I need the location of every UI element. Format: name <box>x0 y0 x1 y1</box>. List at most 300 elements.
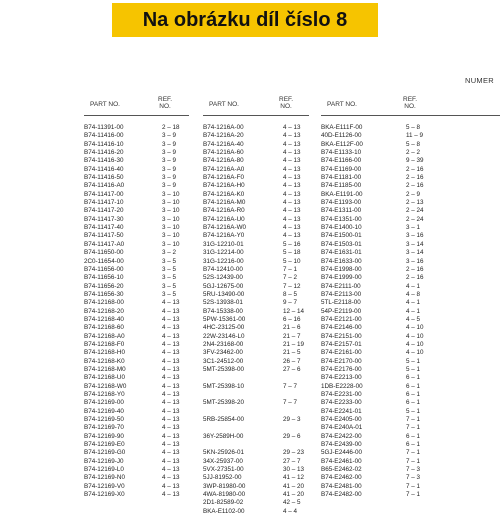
part-number: B74-11417-30 <box>84 215 124 223</box>
part-number: B74-11416-30 <box>84 157 124 165</box>
ref-number: 4 – 13 <box>162 474 180 482</box>
table-row <box>84 224 189 232</box>
table-row <box>203 441 309 449</box>
ref-number: 4 – 4 <box>283 507 298 515</box>
part-number: B74-12169-J0 <box>84 457 124 465</box>
ref-number: 7 – 3 <box>406 474 421 482</box>
banner <box>0 0 500 40</box>
table-row <box>203 166 309 174</box>
ref-number: 2 – 24 <box>406 207 424 215</box>
table-row <box>321 449 500 457</box>
table-row <box>84 466 189 474</box>
part-number: BKA-E111F-00 <box>321 124 363 131</box>
part-number: BKA-E1102-00 <box>203 507 245 515</box>
part-number: B74-12168-20 <box>84 307 124 315</box>
table-row <box>203 416 309 424</box>
ref-number: 3 – 9 <box>162 149 177 157</box>
ref-number: 2 – 13 <box>406 199 424 207</box>
part-number: B74-11417-20 <box>84 207 124 215</box>
table-row <box>203 182 309 190</box>
part-no-header: PART NO. <box>90 101 120 108</box>
ref-number: 5 – 8 <box>406 124 421 131</box>
table-row <box>203 491 309 499</box>
ref-number: 4 – 1 <box>406 307 421 315</box>
ref-number: 29 – 6 <box>283 432 301 440</box>
part-number: BKA-E1191-00 <box>321 190 363 198</box>
ref-number: 7 – 7 <box>283 399 298 407</box>
ref-number: 2 – 16 <box>406 174 424 182</box>
part-number: B74-E2146-00 <box>321 324 362 332</box>
part-number: B74-E2462-00 <box>321 474 362 482</box>
table-row <box>203 399 309 407</box>
table-row <box>84 166 189 174</box>
ref-number: 6 – 1 <box>406 391 421 398</box>
ref-number: 6 – 16 <box>283 315 301 323</box>
part-number: B74-12169-X0 <box>84 491 125 499</box>
parts-list <box>203 124 309 516</box>
part-number: 5MT-25398-00 <box>203 365 244 373</box>
ref-number: 7 – 3 <box>406 466 421 474</box>
ref-number: 4 – 13 <box>283 165 301 173</box>
part-number: B74-12168-00 <box>84 299 124 307</box>
table-row <box>203 349 309 357</box>
table-row <box>203 274 309 282</box>
table-row <box>203 207 309 215</box>
part-number: 5TL-E2118-00 <box>321 299 361 307</box>
table-row <box>84 141 189 149</box>
part-number: 34X-25937-00 <box>203 457 243 465</box>
table-row <box>203 299 309 307</box>
part-number: B74-E2231-00 <box>321 391 362 398</box>
part-number: B74-E2233-00 <box>321 399 362 407</box>
ref-number: 21 – 19 <box>283 340 305 348</box>
table-row <box>321 141 500 149</box>
part-number: 5VX-27351-00 <box>203 466 244 474</box>
table-row <box>84 249 189 257</box>
table-row <box>84 416 189 424</box>
table-row <box>84 324 189 332</box>
ref-number: 4 – 8 <box>406 290 421 298</box>
part-number: 5JJ-81952-00 <box>203 474 242 482</box>
table-row <box>84 399 189 407</box>
table-row <box>203 341 309 349</box>
ref-number: 3 – 5 <box>162 282 177 290</box>
ref-number: 4 – 13 <box>162 349 180 357</box>
ref-number: 4 – 13 <box>283 232 301 240</box>
part-number: 5PW-15361-00 <box>203 315 246 323</box>
column-header <box>203 93 309 116</box>
table-row <box>203 258 309 266</box>
part-number: B74-1216A-40 <box>203 140 244 148</box>
part-number: B74-E1193-00 <box>321 199 362 207</box>
part-number: B74-11416-10 <box>84 140 124 148</box>
table-row <box>84 358 189 366</box>
table-row <box>203 366 309 374</box>
table-row <box>321 274 500 282</box>
table-row <box>203 266 309 274</box>
part-number: B74-E1503-01 <box>321 240 362 248</box>
part-number: B74-1216A-80 <box>203 157 244 165</box>
ref-number: 4 – 13 <box>162 382 180 390</box>
ref-no-header <box>279 96 293 110</box>
ref-header-line1: REF. <box>279 96 294 103</box>
table-row <box>84 341 189 349</box>
table-row <box>203 191 309 199</box>
ref-number: 2 – 16 <box>406 265 424 273</box>
ref-number: 3 – 10 <box>162 199 180 207</box>
ref-number: 2 – 24 <box>406 215 424 223</box>
ref-header-line1: REF. <box>158 96 173 103</box>
ref-number: 4 – 13 <box>162 307 180 315</box>
table-row <box>84 182 189 190</box>
table-row <box>84 433 189 441</box>
ref-number: 7 – 1 <box>406 449 421 457</box>
part-number: B74-12168-U0 <box>84 374 125 382</box>
part-number: 31G-12216-00 <box>203 257 244 265</box>
part-number: B74-E240A-01 <box>321 424 363 432</box>
table-row <box>203 449 309 457</box>
ref-number: 2 – 9 <box>406 190 421 198</box>
part-number: 54P-E2119-00 <box>321 307 362 315</box>
table-row <box>203 316 309 324</box>
column-header <box>84 93 189 116</box>
table-row <box>84 124 189 132</box>
table-row <box>321 333 500 341</box>
ref-number: 4 – 13 <box>162 441 180 449</box>
part-number: B74-11417-50 <box>84 232 124 240</box>
part-number: B74-E2121-00 <box>321 315 362 323</box>
ref-number: 4 – 13 <box>162 374 180 382</box>
part-number: B74-E2422-00 <box>321 432 362 440</box>
table-row <box>84 383 189 391</box>
ref-number: 29 – 3 <box>283 416 301 424</box>
part-number: B74-E1500-01 <box>321 232 362 240</box>
part-number: B74-E1998-00 <box>321 265 362 273</box>
parts-list <box>84 124 189 499</box>
table-row <box>203 157 309 165</box>
ref-number: 6 – 1 <box>406 382 421 390</box>
table-row <box>321 283 500 291</box>
table-row <box>321 291 500 299</box>
ref-number: 26 – 7 <box>283 357 301 365</box>
table-row <box>321 157 500 165</box>
part-number: B74-E1166-00 <box>321 157 362 165</box>
table-row <box>203 483 309 491</box>
table-row <box>84 216 189 224</box>
ref-number: 3 – 14 <box>406 249 424 257</box>
part-number: B74-11391-00 <box>84 124 124 131</box>
ref-number: 2 – 18 <box>162 124 180 131</box>
ref-number: 4 – 13 <box>162 416 180 424</box>
part-number: B65-E2462-02 <box>321 466 362 474</box>
part-number: B74-11656-20 <box>84 282 124 290</box>
part-number: B74-11417-40 <box>84 224 124 232</box>
part-number: 4HC-23125-00 <box>203 324 245 332</box>
ref-number: 7 – 1 <box>406 457 421 465</box>
ref-number: 3 – 2 <box>162 249 177 257</box>
table-row <box>321 174 500 182</box>
section-header-numer: NUMER <box>465 76 494 85</box>
ref-number: 4 – 13 <box>283 132 301 140</box>
part-number: 4WA-81980-00 <box>203 491 246 499</box>
table-row <box>321 466 500 474</box>
ref-number: 2 – 16 <box>406 274 424 282</box>
ref-number: 3 – 10 <box>162 215 180 223</box>
table-row <box>321 341 500 349</box>
part-number: B74-11650-00 <box>84 249 124 257</box>
ref-number: 3 – 9 <box>162 174 177 182</box>
table-row <box>321 224 500 232</box>
table-row <box>84 441 189 449</box>
ref-no-header <box>158 96 172 110</box>
table-row <box>84 191 189 199</box>
ref-no-header <box>403 96 417 110</box>
part-number: 31G-12214-00 <box>203 249 244 257</box>
table-row <box>203 466 309 474</box>
part-number: 31G-12210-01 <box>203 240 244 248</box>
ref-number: 3 – 9 <box>162 182 177 190</box>
ref-number: 3 – 10 <box>162 190 180 198</box>
ref-number: 3 – 10 <box>162 224 180 232</box>
ref-number: 4 – 13 <box>162 432 180 440</box>
ref-number: 6 – 1 <box>406 432 421 440</box>
table-row <box>203 149 309 157</box>
table-row <box>84 474 189 482</box>
ref-number: 29 – 23 <box>283 449 305 457</box>
part-no-header: PART NO. <box>209 101 239 108</box>
part-number: B74-E2405-00 <box>321 416 362 424</box>
ref-number: 2 – 2 <box>406 149 421 157</box>
ref-number: 27 – 6 <box>283 365 301 373</box>
table-row <box>84 232 189 240</box>
ref-number: 4 – 10 <box>406 332 424 340</box>
part-number: B74-11416-50 <box>84 174 124 182</box>
table-row <box>321 149 500 157</box>
ref-number: 4 – 13 <box>162 457 180 465</box>
part-no-header: PART NO. <box>327 101 357 108</box>
ref-number: 3 – 10 <box>162 207 180 215</box>
table-row <box>321 433 500 441</box>
ref-number: 21 – 7 <box>283 332 301 340</box>
part-number: B74-E2111-00 <box>321 282 361 290</box>
table-row <box>321 408 500 416</box>
table-row <box>84 366 189 374</box>
part-number: B74-12169-50 <box>84 416 124 424</box>
ref-number: 3 – 9 <box>162 157 177 165</box>
ref-number: 4 – 13 <box>283 207 301 215</box>
table-row <box>84 391 189 399</box>
table-row <box>321 483 500 491</box>
ref-number: 3 – 1 <box>406 224 421 232</box>
table-row <box>203 132 309 140</box>
ref-number: 4 – 10 <box>406 340 424 348</box>
part-number: B74-12168-H0 <box>84 349 125 357</box>
ref-number: 4 – 13 <box>162 299 180 307</box>
part-number: 5GJ-12675-00 <box>203 282 244 290</box>
part-number: 5RU-13490-00 <box>203 290 245 298</box>
ref-number: 6 – 1 <box>406 441 421 449</box>
part-number: B74-1216A-20 <box>203 132 244 140</box>
part-number: B74-E2161-00 <box>321 349 362 357</box>
ref-number: 6 – 1 <box>406 374 421 382</box>
table-row <box>84 291 189 299</box>
table-row <box>84 199 189 207</box>
part-number: B74-E2170-00 <box>321 357 362 365</box>
part-number: B74-12168-W0 <box>84 382 127 390</box>
table-row <box>203 408 309 416</box>
ref-number: 4 – 13 <box>162 407 180 415</box>
table-row <box>84 349 189 357</box>
part-number: B74-11656-10 <box>84 274 124 282</box>
part-number: B74-12169-70 <box>84 424 124 432</box>
part-number: 1DB-E2228-00 <box>321 382 363 390</box>
part-number: 5RB-25854-00 <box>203 416 244 424</box>
part-number: B74-E2213-00 <box>321 374 362 382</box>
ref-number: 7 – 1 <box>283 265 298 273</box>
part-number: B74-E1169-00 <box>321 165 362 173</box>
ref-number: 21 – 6 <box>283 324 301 332</box>
ref-number: 2 – 16 <box>406 165 424 173</box>
table-row <box>203 224 309 232</box>
part-number: B74-12168-60 <box>84 324 124 332</box>
table-row <box>321 399 500 407</box>
ref-number: 3 – 10 <box>162 232 180 240</box>
table-row <box>84 132 189 140</box>
table-row <box>203 374 309 382</box>
part-number: 40D-E1126-00 <box>321 132 362 140</box>
part-number: B74-12169-L0 <box>84 466 124 474</box>
table-row <box>203 508 309 516</box>
ref-number: 4 – 13 <box>162 365 180 373</box>
table-row <box>321 199 500 207</box>
ref-number: 4 – 13 <box>162 332 180 340</box>
ref-number: 2 – 16 <box>406 182 424 190</box>
ref-number: 4 – 1 <box>406 282 421 290</box>
ref-number: 4 – 13 <box>162 482 180 490</box>
part-number: B74-1216A-A0 <box>203 165 245 173</box>
ref-number: 41 – 20 <box>283 482 305 490</box>
part-number: 52S-12439-00 <box>203 274 243 282</box>
table-row <box>321 166 500 174</box>
part-number: B74-E1631-01 <box>321 249 362 257</box>
ref-number: 3 – 5 <box>162 257 177 265</box>
ref-number: 5 – 8 <box>406 140 421 148</box>
table-row <box>203 124 309 132</box>
ref-number: 3 – 14 <box>406 240 424 248</box>
table-row <box>84 157 189 165</box>
ref-number: 3 – 9 <box>162 140 177 148</box>
table-row <box>321 458 500 466</box>
ref-number: 3 – 9 <box>162 132 177 140</box>
ref-number: 5 – 18 <box>283 249 301 257</box>
table-row <box>321 358 500 366</box>
table-row <box>203 333 309 341</box>
part-number: B74-11417-10 <box>84 199 124 207</box>
table-row <box>84 274 189 282</box>
part-number: B74-E2113-00 <box>321 290 362 298</box>
part-number: B74-11416-20 <box>84 149 124 157</box>
part-number: B74-E2241-01 <box>321 407 362 415</box>
table-row <box>321 366 500 374</box>
table-row <box>84 424 189 432</box>
table-row <box>84 283 189 291</box>
ref-number: 30 – 13 <box>283 466 305 474</box>
part-number: B74-12169-90 <box>84 432 124 440</box>
table-row <box>84 266 189 274</box>
part-number: B74-E2157-01 <box>321 340 362 348</box>
table-row <box>203 174 309 182</box>
ref-number: 4 – 5 <box>406 315 421 323</box>
part-number: B74-E2481-00 <box>321 482 362 490</box>
ref-number: 4 – 13 <box>283 190 301 198</box>
table-row <box>84 491 189 499</box>
table-row <box>321 216 500 224</box>
part-number: B74-1216A-Y0 <box>203 232 245 240</box>
ref-number: 7 – 1 <box>406 424 421 432</box>
ref-number: 4 – 10 <box>406 324 424 332</box>
table-row <box>321 324 500 332</box>
table-row <box>84 299 189 307</box>
ref-number: 4 – 13 <box>283 215 301 223</box>
part-number: 2N4-23168-00 <box>203 340 244 348</box>
ref-header-line2: NO. <box>404 103 416 110</box>
ref-number: 4 – 13 <box>283 174 301 182</box>
table-row <box>321 308 500 316</box>
part-number: B74-1216A-R0 <box>203 207 245 215</box>
table-row <box>203 308 309 316</box>
part-number: B74-1216A-60 <box>203 149 244 157</box>
part-number: B74-E2461-00 <box>321 457 362 465</box>
table-row <box>84 408 189 416</box>
table-row <box>203 141 309 149</box>
ref-number: 4 – 13 <box>283 124 301 131</box>
part-number: B74-1216A-F0 <box>203 174 244 182</box>
part-number: B74-11417-00 <box>84 190 124 198</box>
ref-number: 7 – 1 <box>406 416 421 424</box>
ref-number: 7 – 1 <box>406 482 421 490</box>
table-row <box>203 458 309 466</box>
part-number: B74-E1400-10 <box>321 224 362 232</box>
ref-number: 4 – 13 <box>162 449 180 457</box>
table-row <box>321 232 500 240</box>
table-row <box>321 474 500 482</box>
part-number: 5GJ-E2446-00 <box>321 449 362 457</box>
part-number: B74-12168-M0 <box>84 365 126 373</box>
part-number: B74-1216A-W0 <box>203 224 247 232</box>
table-row <box>321 383 500 391</box>
ref-number: 4 – 10 <box>406 349 424 357</box>
part-number: B74-12168-40 <box>84 315 124 323</box>
part-number: 2D1-82589-02 <box>203 499 244 507</box>
part-number: B74-15338-00 <box>203 307 243 315</box>
part-number: B74-11656-00 <box>84 265 124 273</box>
banner-title: Na obrázku díl číslo 8 <box>112 3 378 37</box>
ref-number: 3 – 9 <box>162 165 177 173</box>
ref-number: 5 – 10 <box>283 257 301 265</box>
part-number: B74-12168-K0 <box>84 357 125 365</box>
part-number: B74-12410-00 <box>203 265 243 273</box>
part-number: B74-12168-F0 <box>84 340 125 348</box>
table-row <box>203 283 309 291</box>
part-number: B74-11416-A0 <box>84 182 125 190</box>
table-row <box>203 424 309 432</box>
table-row <box>203 249 309 257</box>
table-row <box>84 241 189 249</box>
part-number: 5MT-25398-10 <box>203 382 244 390</box>
ref-number: 4 – 13 <box>162 399 180 407</box>
table-row <box>84 149 189 157</box>
part-number: B74-11656-30 <box>84 290 124 298</box>
